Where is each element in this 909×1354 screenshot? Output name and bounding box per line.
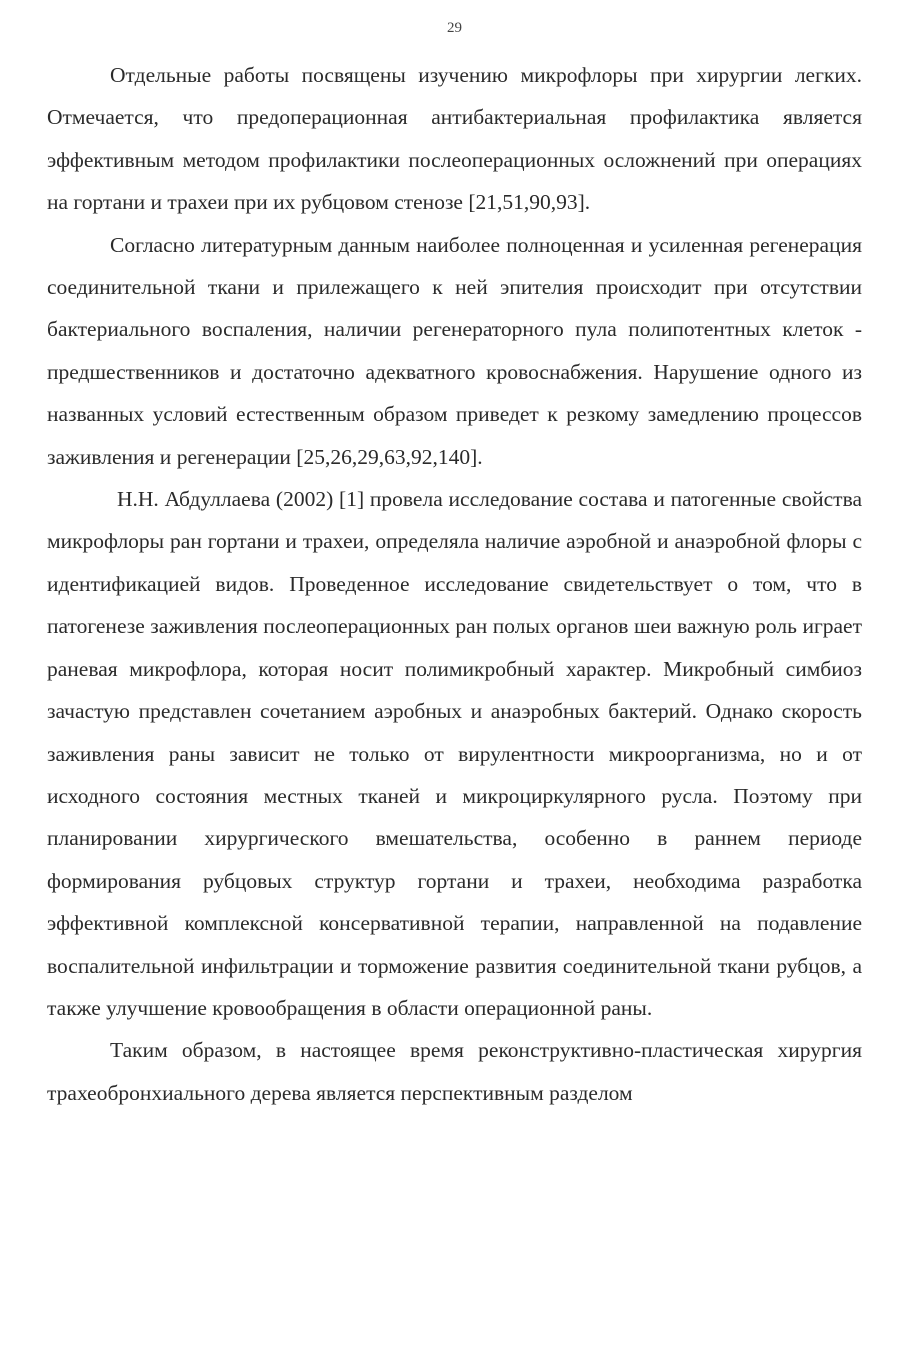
paragraph-3: Н.Н. Абдуллаева (2002) [1] провела исследование состава и патогенные свойства микрофлоры ран гортани и трахеи, определяла наличие аэробной и анаэробной флоры с идентификацией видов. Проведенное исследование свидетельствует о том, что в патогенезе заживления послеоперационных ран полых органов шеи важную роль играет раневая микрофлора, которая носит полимикробный характер. Микробный симбиоз зачастую представлен сочетанием аэробных и анаэробных бактерий. Однако скорость заживления раны зависит не только от вирулентности микроорганизма, но и от исходного состояния местных тканей и микроциркулярного русла. Поэтому при планировании хирургического вмешательства, особенно в раннем периоде формирования рубцовых структур гортани и трахеи, необходима разработка эффективной комплексной консервативной терапии, направленной на подавление воспалительной инфильтрации и торможение развития соединительной ткани рубцов, а также улучшение кровообращения в области операционной раны. bbox=[47, 487, 862, 1020]
page-number: 29 bbox=[447, 20, 462, 36]
document-body bbox=[47, 54, 862, 1114]
paragraph-2: Согласно литературным данным наиболее полноценная и усиленная регенерация соединительной ткани и прилежащего к ней эпителия происходит при отсутствии бактериального воспаления, наличии регенераторного пула полипотентных клеток - предшественников и достаточно адекватного кровоснабжения. Нарушение одного из названных условий естественным образом приведет к резкому замедлению процессов заживления и регенерации [25,26,29,63,92,140]. bbox=[47, 232, 862, 469]
paragraph-1: Отдельные работы посвящены изучению микрофлоры при хирургии легких. Отмечается, что предоперационная антибактериальная профилактика является эффективным методом профилактики послеоперационных осложнений при операциях на гортани и трахеи при их рубцовом стенозе [21,51,90,93]. bbox=[47, 63, 862, 215]
paragraph-4: Таким образом, в настоящее время реконструктивно-пластическая хирургия трахеобронхиального дерева является перспективным разделом bbox=[47, 1038, 862, 1105]
